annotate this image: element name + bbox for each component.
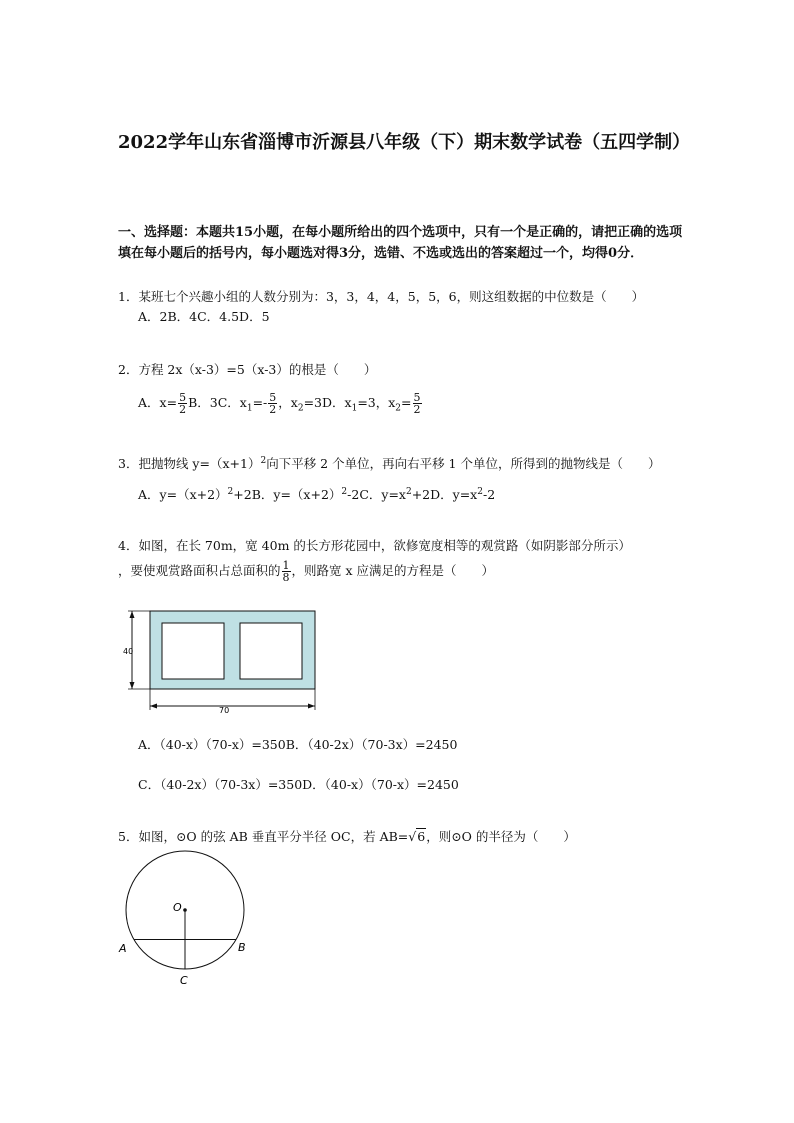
question-4-options-cd: C．（40-2x）（70-3x）=350D．（40-x）（70-x）=2450 bbox=[138, 777, 459, 792]
question-4-line-2: ，要使观赏路面积占总面积的 $\frac{1}{8}$ ，则路宽 x 应满足的方程是（ ） bbox=[118, 559, 495, 584]
circle-figure bbox=[115, 850, 260, 990]
label-o: O bbox=[173, 901, 182, 914]
question-4-options-ab: A．（40-x）（70-x）=350B．（40-2x）（70-3x）=2450 bbox=[138, 737, 458, 752]
garden-figure bbox=[120, 605, 330, 715]
question-5: 5．如图，⊙O 的弦 AB 垂直平分半径 OC，若 AB=√6，则⊙O 的半径为（ ） bbox=[118, 829, 576, 844]
question-4-line-1: 4．如图，在长 70m，宽 40m 的长方形花园中，欲修宽度相等的观赏路（如阴影部分所示） bbox=[118, 538, 631, 553]
section-header: 一、选择题：本题共15小题，在每小题所给出的四个选项中，只有一个是正确的，请把正确的选项填在每小题后的括号内，每小题选对得3分，选错、不选或选出的答案超过一个，均得0分． bbox=[118, 225, 683, 261]
label-a: A bbox=[119, 942, 127, 955]
question-1: 1．某班七个兴趣小组的人数分别为：3，3，4，4，5，5，6，则这组数据的中位数是（ ） bbox=[118, 289, 645, 304]
width-label: 70 bbox=[219, 706, 230, 715]
page-title: 2022学年山东省淄博市沂源县八年级（下）期末数学试卷（五四学制） bbox=[118, 132, 691, 153]
garden-right-bed bbox=[240, 623, 302, 679]
question-2-options: A．x= $\frac{5}{2}$ B．3C．$x_1=-$ $\frac{5}{2}$ ，$x_2=3D$．$x_1=3$，$x_2=$ $\frac{5}{2}$ bbox=[138, 391, 421, 416]
garden-left-bed bbox=[162, 623, 224, 679]
label-c: C bbox=[180, 974, 188, 987]
height-label: 40 bbox=[123, 647, 134, 656]
question-1-options: A．2B．4C．4.5D．5 bbox=[138, 309, 270, 324]
question-2: 2．方程 2x（x-3）=5（x-3）的根是（ ） bbox=[118, 362, 377, 377]
question-3-options: A．$y=(x+2)^2+2B$．$y=(x+2)^2-2C$．$y=x^2+2D$．$y=x^2-2$ bbox=[138, 486, 496, 502]
question-3: 3．把抛物线 $y=(x+1)^2$向下平移 2 个单位，再向右平移 1 个单位，所得到的抛物线是（ ） bbox=[118, 455, 661, 471]
label-b: B bbox=[238, 941, 246, 954]
